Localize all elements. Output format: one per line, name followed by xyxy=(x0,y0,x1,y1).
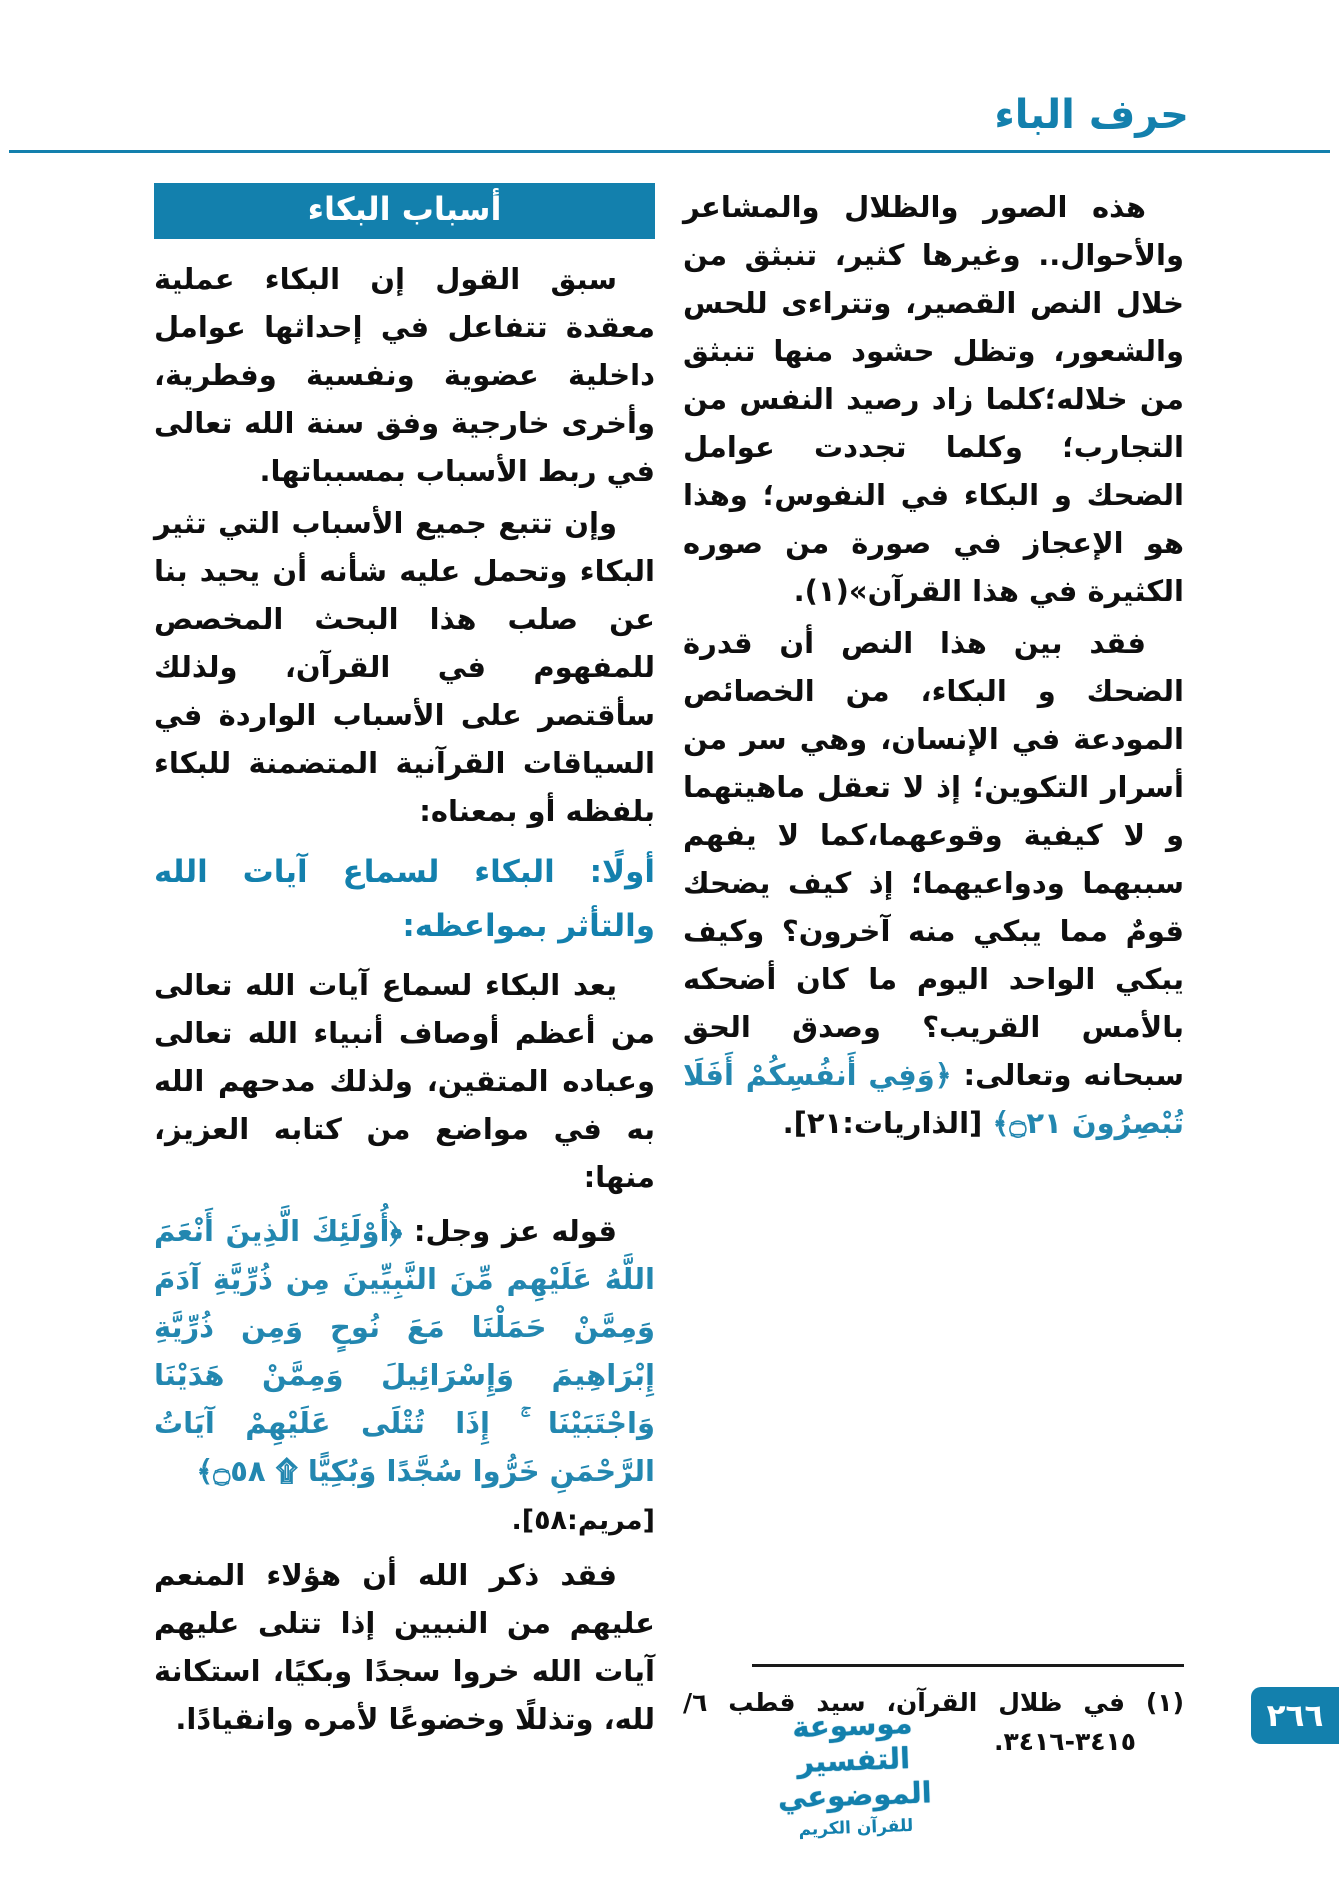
paragraph xyxy=(683,619,1184,1147)
verse-reference: [مريم:٥٨]. xyxy=(511,1505,655,1536)
subsection-heading: أولًا: البكاء لسماع آيات الله والتأثر بمواعظه: xyxy=(154,854,655,944)
paragraph: يعد البكاء لسماع آيات الله تعالى من أعظم أوصاف أنبياء الله تعالى وعباده المتقين، ولذلك مدحهم الله به في مواضع من كتابه العزيز، منها: xyxy=(154,968,655,1194)
paragraph-text: فقد بين هذا النص أن قدرة الضحك و البكاء، من الخصائص المودعة في الإنسان، وهي سر من أسرار التكوين؛ إذ لا تعقل ماهيتهما و لا كيفية وقوعهما،كما لا يفهم سببهما ودواعيهما؛ إذ كيف يضحك قومٌ مما يبكي منه آخرون؟ وكيف يبكي الواحد اليوم ما كان أضحكه بالأمس القريب؟ وصدق الحق سبحانه وتعالى: xyxy=(683,626,1184,1092)
quran-quote-paragraph xyxy=(154,1207,655,1495)
quote-intro: قوله عز وجل: xyxy=(402,1214,617,1248)
header-divider xyxy=(9,150,1330,153)
chapter-heading: حرف الباء xyxy=(994,92,1189,138)
quran-verse: ﴿وَفِي أَنفُسِكُمْ أَفَلَا تُبْصِرُونَ ۝٢١﴾ xyxy=(683,1058,1184,1140)
content-columns xyxy=(154,183,1184,1761)
quran-verse: ﴿أُوْلَئِكَ الَّذِينَ أَنْعَمَ اللَّهُ عَلَيْهِم مِّنَ النَّبِيِّينَ مِن ذُرِّيَّةِ آدَمَ وَمِمَّنْ حَمَلْنَا مَعَ نُوحٍ وَمِن ذُرِّيَّةِ إِبْرَاهِيمَ وَإِسْرَائِيلَ وَمِمَّنْ هَدَيْنَا وَاجْتَبَيْنَا ۚ إِذَا تُتْلَى عَلَيْهِمْ آيَاتُ الرَّحْمَنِ خَرُّوا سُجَّدًا وَبُكِيًّا ۩ ۝٥٨﴾ xyxy=(154,1214,655,1488)
publisher-logo-title: موسوعة التفسير الموضوعي xyxy=(777,1705,933,1814)
page-number-badge xyxy=(1251,1687,1339,1744)
footnote-divider xyxy=(752,1664,1184,1667)
left-column xyxy=(154,183,655,1761)
right-column xyxy=(683,183,1184,1761)
section-title-banner xyxy=(154,183,655,239)
publisher-logo xyxy=(747,1704,961,1842)
footnote: (١) في ظلال القرآن، سيد قطب ٦/ ٣٤١٥-٣٤١٦. xyxy=(683,1688,1184,1756)
paragraph: وإن تتبع جميع الأسباب التي تثير البكاء وتحمل عليه شأنه أن يحيد بنا عن صلب هذا البحث المخصص للمفهوم في القرآن، ولذلك سأقتصر على الأسباب الواردة في السياقات القرآنية المتضمنة للبكاء بلفظه أو بمعناه: xyxy=(154,506,655,828)
paragraph: فقد ذكر الله أن هؤلاء المنعم عليهم من النبيين إذا تتلى عليهم آيات الله خروا سجدًا وبكيًا، استكانة لله، وتذللًا وخضوعًا لأمره وانقيادًا. xyxy=(154,1558,655,1736)
paragraph: سبق القول إن البكاء عملية معقدة تتفاعل في إحداثها عوامل داخلية عضوية ونفسية وفطرية، وأخرى خارجية وفق سنة الله تعالى في ربط الأسباب بمسبباتها. xyxy=(154,262,655,488)
paragraph-continuation: هذه الصور والظلال والمشاعر والأحوال.. وغيرها كثير، تنبثق من خلال النص القصير، وتتراءى للحس والشعور، وتظل حشود منها تنبثق من خلاله؛كلما زاد رصيد النفس من التجارب؛ وكلما تجددت عوامل الضحك و البكاء في النفوس؛ وهذا هو الإعجاز في صورة من صوره الكثيرة في هذا القرآن»(١). xyxy=(683,190,1184,608)
publisher-logo-subtitle: للقرآن الكريم xyxy=(798,1815,914,1840)
verse-reference: [الذاريات:٢١]. xyxy=(782,1106,993,1140)
section-title: أسباب البكاء xyxy=(307,190,502,228)
page-number: ٢٦٦ xyxy=(1266,1697,1324,1734)
